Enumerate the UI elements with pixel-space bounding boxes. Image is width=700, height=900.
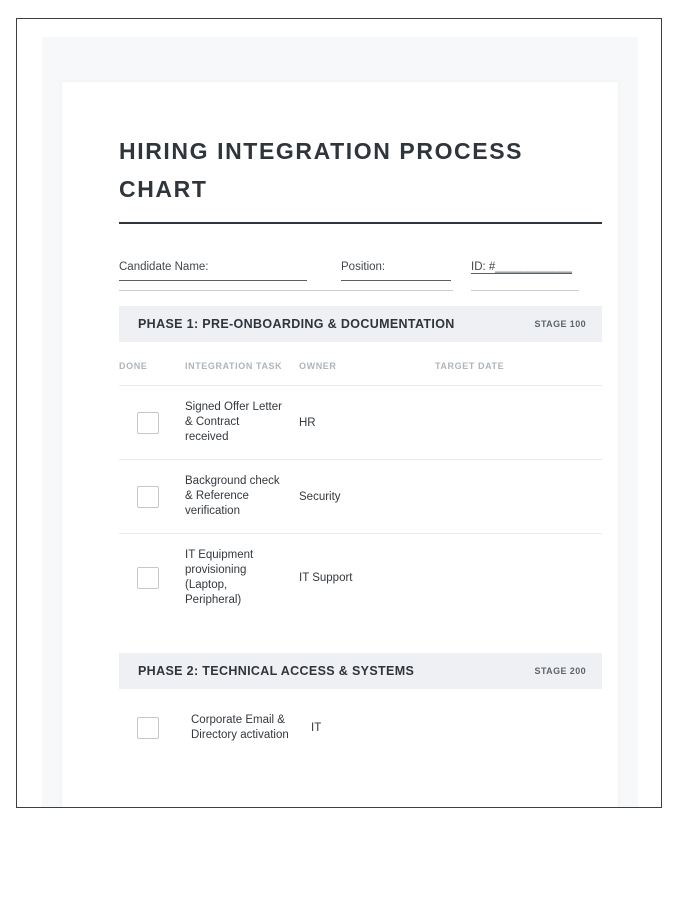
phase-stage-2: STAGE 200 bbox=[534, 666, 586, 676]
task-checkbox[interactable] bbox=[137, 486, 159, 508]
done-cell[interactable] bbox=[119, 689, 191, 757]
phase-header-2 bbox=[119, 653, 602, 689]
phase-title-1: PHASE 1: PRE-ONBOARDING & DOCUMENTATION bbox=[138, 317, 455, 331]
task-checkbox[interactable] bbox=[137, 717, 159, 739]
owner-cell: HR bbox=[299, 386, 435, 460]
owner-cell: IT bbox=[311, 722, 322, 734]
done-cell[interactable] bbox=[119, 386, 185, 460]
task-table-phase-1 bbox=[119, 342, 602, 622]
task-cell bbox=[185, 534, 299, 623]
task-checkbox[interactable] bbox=[137, 412, 159, 434]
table-row bbox=[119, 689, 626, 757]
document-sheet bbox=[62, 82, 618, 807]
title-divider bbox=[119, 222, 602, 224]
task-checkbox[interactable] bbox=[137, 567, 159, 589]
task-cell bbox=[185, 386, 299, 460]
task-cell bbox=[191, 689, 311, 757]
column-header-done: DONE bbox=[119, 361, 148, 371]
task-label: IT Equipment provisioning (Laptop, Peripheral) bbox=[185, 549, 254, 606]
column-header-target-date: TARGET DATE bbox=[435, 361, 505, 371]
candidate-meta-row bbox=[119, 257, 602, 275]
task-label: Signed Offer Letter & Contract received bbox=[185, 401, 282, 443]
phase-stage-1: STAGE 100 bbox=[534, 319, 586, 329]
task-cell bbox=[185, 460, 299, 534]
owner-cell: IT Support bbox=[299, 534, 435, 623]
column-header-owner: OWNER bbox=[299, 361, 337, 371]
id-field[interactable] bbox=[471, 257, 602, 275]
table-header-row bbox=[119, 342, 602, 386]
table-row bbox=[119, 386, 602, 460]
table-row bbox=[119, 534, 602, 623]
column-header-task: INTEGRATION TASK bbox=[185, 361, 283, 371]
done-cell[interactable] bbox=[119, 460, 185, 534]
phase-title-2: PHASE 2: TECHNICAL ACCESS & SYSTEMS bbox=[138, 664, 415, 678]
phase-header-1 bbox=[119, 306, 602, 342]
candidate-name-label: Candidate Name: bbox=[119, 261, 209, 273]
target-date-cell[interactable] bbox=[435, 534, 602, 623]
owner-cell: Security bbox=[299, 460, 435, 534]
id-label: ID: #____________ bbox=[471, 261, 573, 273]
candidate-name-field[interactable] bbox=[119, 257, 341, 275]
position-label: Position: bbox=[341, 261, 386, 273]
target-date-cell[interactable] bbox=[435, 460, 602, 534]
task-label: Corporate Email & Directory activation bbox=[191, 714, 289, 741]
target-date-cell[interactable] bbox=[435, 386, 602, 460]
table-row bbox=[119, 460, 602, 534]
page-title: HIRING INTEGRATION PROCESS CHART bbox=[119, 138, 524, 202]
id-field-rule bbox=[471, 290, 579, 291]
task-label: Background check & Reference verification bbox=[185, 475, 280, 517]
position-input-line[interactable] bbox=[341, 280, 451, 281]
position-field[interactable] bbox=[341, 257, 471, 275]
done-cell[interactable] bbox=[119, 534, 185, 623]
position-field-rule bbox=[341, 290, 453, 291]
candidate-name-input-line[interactable] bbox=[119, 280, 307, 281]
task-table-phase-2 bbox=[119, 689, 626, 757]
target-date-cell[interactable] bbox=[453, 689, 626, 757]
candidate-name-field-rule bbox=[119, 290, 341, 291]
document-viewport bbox=[16, 18, 662, 808]
